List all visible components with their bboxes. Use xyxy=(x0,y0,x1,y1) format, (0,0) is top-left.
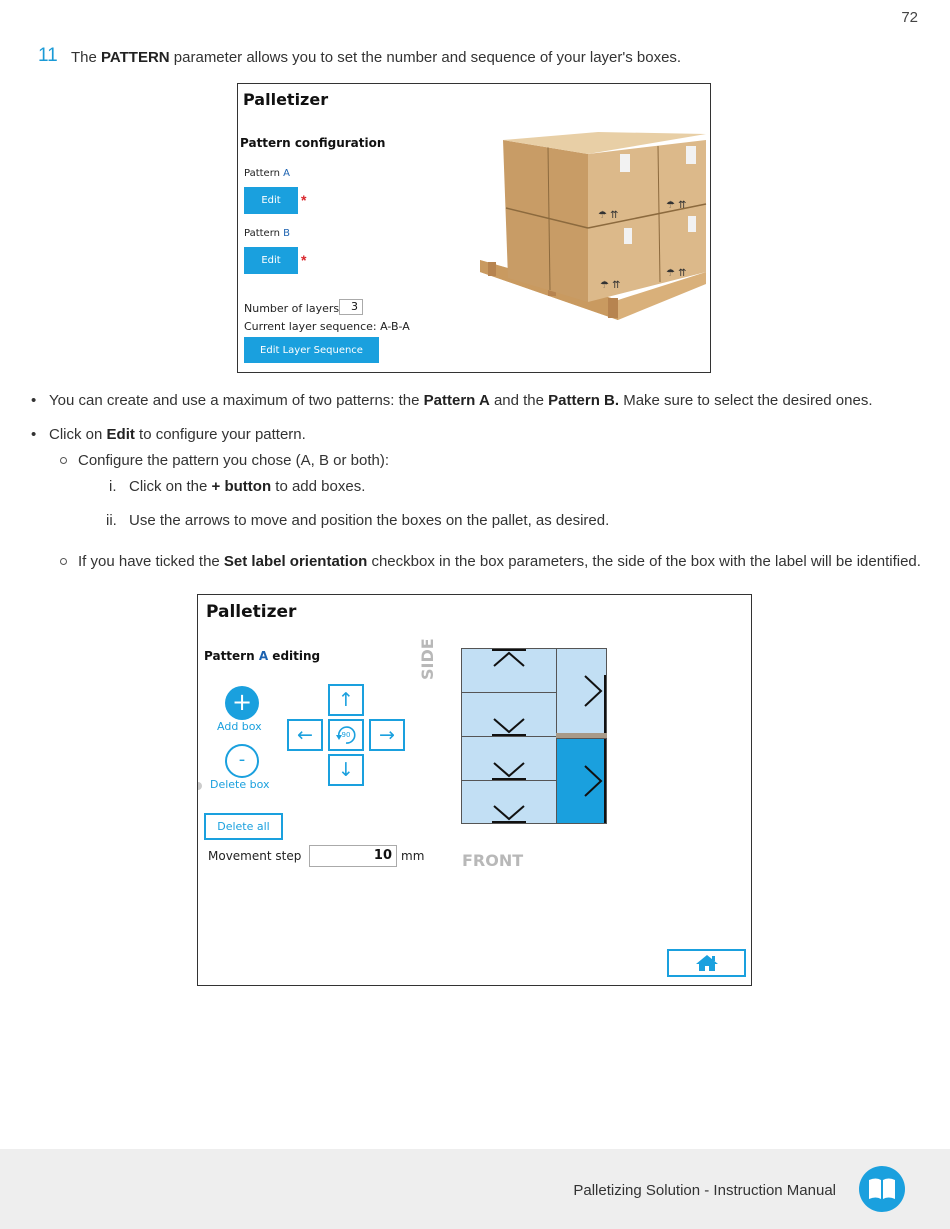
delete-all-button[interactable]: Delete all xyxy=(204,813,283,840)
pattern-configuration-screenshot xyxy=(237,83,711,373)
pattern-box[interactable] xyxy=(461,692,557,737)
rotate-label: 90 xyxy=(341,731,351,739)
bullet-dot: • xyxy=(31,392,37,409)
pattern-editing-screenshot xyxy=(197,594,752,986)
pattern-box-selected[interactable] xyxy=(556,738,607,824)
move-right-button[interactable]: → xyxy=(369,719,405,751)
screen-title: Palletizer xyxy=(243,90,329,109)
label-down-icon xyxy=(462,693,556,736)
bullet-text: Make sure to select the desired ones. xyxy=(619,392,873,409)
svg-text:☂ ⇈: ☂ ⇈ xyxy=(666,200,687,211)
bullet-text: and the xyxy=(489,392,549,409)
scroll-indicator xyxy=(197,782,202,790)
bullet-bold: Pattern B. xyxy=(548,392,620,409)
add-box-button[interactable]: + xyxy=(225,686,259,720)
step-number: 11 xyxy=(38,45,58,66)
home-icon xyxy=(695,954,719,972)
svg-text:☂ ⇈: ☂ ⇈ xyxy=(666,268,687,279)
pattern-box[interactable] xyxy=(461,780,557,824)
bullet-bold: Set label orientation xyxy=(223,553,368,570)
subtitle-text: editing xyxy=(268,649,321,663)
screen-subtitle: Pattern configuration xyxy=(240,136,386,150)
sub-bullet-label-orientation xyxy=(78,553,921,570)
move-up-button[interactable]: ↑ xyxy=(328,684,364,716)
pattern-a-label-text: Pattern xyxy=(244,168,284,179)
manual-book-button[interactable] xyxy=(859,1166,905,1212)
pattern-a-label xyxy=(244,168,290,179)
subtitle-text: Pattern xyxy=(204,649,259,663)
edit-layer-sequence-button[interactable]: Edit Layer Sequence xyxy=(244,337,379,363)
bullet-bold: + button xyxy=(211,478,272,495)
movement-step-label: Movement step xyxy=(208,849,302,863)
bullet-text: Click on the xyxy=(129,478,212,495)
bullet-text: checkbox in the box parameters, the side of the box with the label will be identified. xyxy=(367,553,921,570)
sub-bullet-marker xyxy=(60,457,67,464)
bullet-bold: Pattern A xyxy=(423,392,490,409)
svg-text:☂ ⇈: ☂ ⇈ xyxy=(600,280,621,291)
pallet-with-boxes-illustration xyxy=(478,132,708,324)
pattern-box[interactable] xyxy=(556,648,607,734)
footer-title: Palletizing Solution - Instruction Manual xyxy=(573,1182,836,1199)
pattern-b-label xyxy=(244,228,290,239)
required-mark: * xyxy=(301,192,307,208)
pattern-a-letter: A xyxy=(283,168,290,179)
front-label: FRONT xyxy=(462,851,524,870)
delete-box-label: Delete box xyxy=(210,778,270,791)
bullet-text: You can create and use a maximum of two patterns: the xyxy=(49,392,424,409)
open-book-icon xyxy=(859,1166,905,1212)
list-marker-i: i. xyxy=(109,478,117,495)
add-box-label: Add box xyxy=(217,720,262,733)
number-of-layers-label: Number of layers xyxy=(244,302,340,315)
current-layer-sequence: Current layer sequence: A-B-A xyxy=(244,320,410,333)
bullet-text: Click on xyxy=(49,426,107,443)
bullet-text: to configure your pattern. xyxy=(134,426,306,443)
subtitle-letter: A xyxy=(258,649,269,663)
label-up-icon xyxy=(462,649,556,692)
delete-box-button[interactable]: - xyxy=(225,744,259,778)
home-button[interactable] xyxy=(667,949,746,977)
edit-pattern-a-button[interactable]: Edit xyxy=(244,187,298,214)
screen-title: Palletizer xyxy=(206,602,297,622)
rotate-90-button[interactable] xyxy=(328,719,364,751)
label-right-icon xyxy=(557,649,606,733)
bullet-max-patterns xyxy=(49,392,873,409)
label-down-icon xyxy=(462,781,556,823)
step-text-before: The xyxy=(71,49,102,66)
page-number: 72 xyxy=(901,9,918,26)
pattern-box[interactable] xyxy=(461,736,557,781)
list-marker-ii: ii. xyxy=(106,512,117,529)
pattern-b-letter: B xyxy=(283,228,291,239)
svg-text:☂ ⇈: ☂ ⇈ xyxy=(598,210,619,221)
label-right-icon xyxy=(557,739,606,823)
bullet-click-edit xyxy=(49,426,306,443)
movement-step-field[interactable]: 10 xyxy=(309,845,397,867)
step-use-arrows: Use the arrows to move and position the boxes on the pallet, as desired. xyxy=(129,512,610,529)
bullet-dot: • xyxy=(31,426,37,443)
move-left-button[interactable]: ← xyxy=(287,719,323,751)
sub-bullet-configure: Configure the pattern you chose (A, B or both): xyxy=(78,452,390,469)
label-down-icon xyxy=(462,737,556,780)
step-text-after: parameter allows you to set the number and sequence of your layer's boxes. xyxy=(169,49,682,66)
step-add-boxes xyxy=(129,478,365,495)
number-of-layers-field[interactable]: 3 xyxy=(339,299,363,315)
move-down-button[interactable]: ↓ xyxy=(328,754,364,786)
movement-unit: mm xyxy=(401,849,425,863)
pattern-box[interactable] xyxy=(461,648,557,693)
required-mark: * xyxy=(301,252,307,268)
screen-subtitle xyxy=(204,649,320,663)
edit-pattern-b-button[interactable]: Edit xyxy=(244,247,298,274)
step-keyword: PATTERN xyxy=(101,49,170,66)
step-text xyxy=(71,49,681,66)
bullet-text: If you have ticked the xyxy=(78,553,224,570)
bullet-text: to add boxes. xyxy=(271,478,366,495)
side-label: SIDE xyxy=(418,638,437,680)
sub-bullet-marker xyxy=(60,558,67,565)
pattern-b-label-text: Pattern xyxy=(244,228,284,239)
bullet-bold: Edit xyxy=(106,426,135,443)
